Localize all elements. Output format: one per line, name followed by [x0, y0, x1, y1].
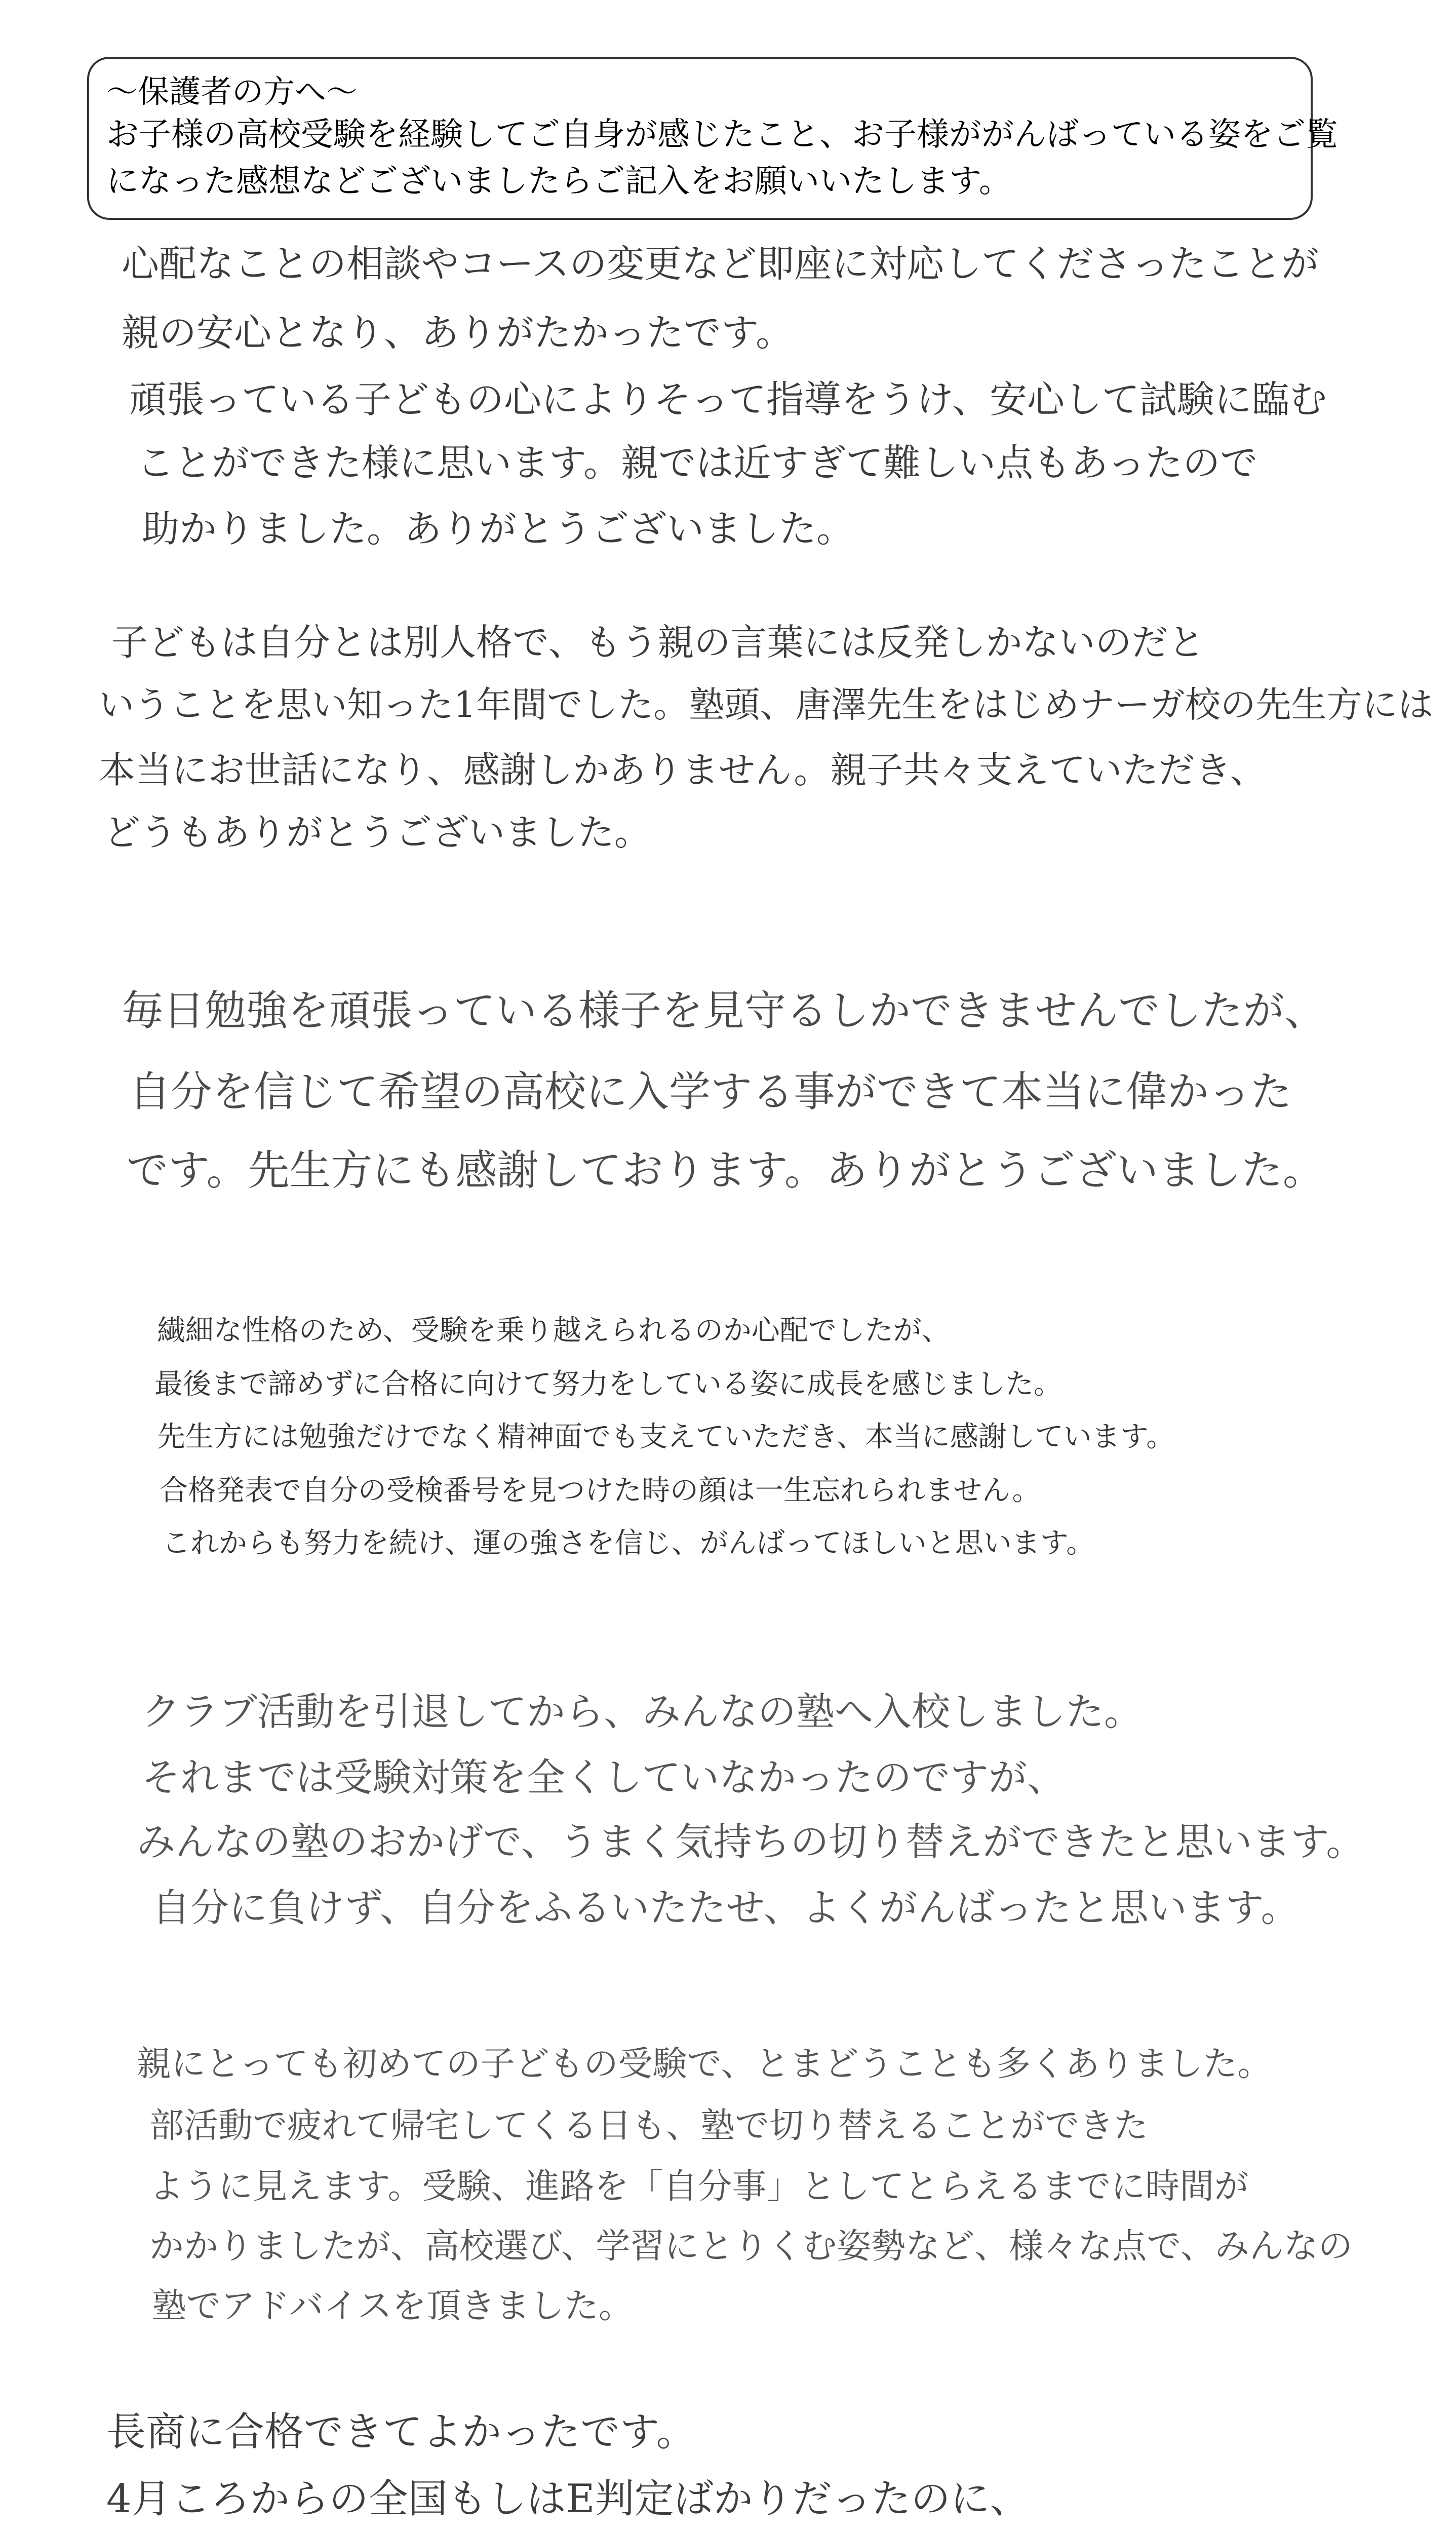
comment-line: 先生方には勉強だけでなく精神面でも支えていただき、本当に感謝しています。 — [157, 1421, 1175, 1453]
comment-line: 合格発表で自分の受検番号を見つけた時の顔は一生忘れられません。 — [160, 1474, 1041, 1507]
comment-line: これからも努力を続け、運の強さを信じ、がんばってほしいと思います。 — [162, 1527, 1095, 1560]
comment-line: 最後まで諦めずに合格に向けて努力をしている姿に成長を感じました。 — [154, 1368, 1062, 1401]
instruction-line-2: になった感想などございましたらご記入をお願いいたします。 — [106, 163, 1011, 200]
comment-line: 子どもは自分とは別人格で、もう親の言葉には反発しかないのだと — [111, 621, 1205, 664]
comment-line: いうことを思い知った1年間でした。塾頭、唐澤先生をはじめナーガ校の先生方には — [99, 684, 1433, 725]
comment-line: 親にとっても初めての子どもの受験で、とまどうことも多くありました。 — [137, 2044, 1272, 2084]
comment-line: かかりましたが、高校選び、学習にとりくむ姿勢など、様々な点で、みんなの — [149, 2227, 1353, 2267]
comment-line: 部活動で疲れて帰宅してくる日も、塾で切り替えることができた — [149, 2106, 1149, 2146]
comment-line: 自分に負けず、自分をふるいたたせ、よくがんばったと思います。 — [152, 1885, 1300, 1930]
comment-line: 繊細な性格のため、受験を乗り越えられるのか心配でしたが、 — [157, 1314, 950, 1347]
comment-line: 頑張っている子どもの心によりそって指導をうけ、安心して試験に臨む — [129, 378, 1327, 421]
comment-line: 助かりました。ありがとうございました。 — [142, 507, 854, 551]
comment-line: それまでは受験対策を全くしていなかったのですが、 — [142, 1755, 1066, 1800]
comment-line: 毎日勉強を頑張っている様子を見守るしかできませんでしたが、 — [122, 987, 1326, 1035]
comment-line: 塾でアドバイスを頂きました。 — [152, 2286, 633, 2326]
comment-line: どうもありがとうございました。 — [104, 811, 651, 854]
comment-line: 心配なことの相談やコースの変更など即座に対応してくださったことが — [122, 242, 1319, 286]
comment-line: 4月ころからの全国もしはE判定ばかりだったのに、 — [106, 2476, 1030, 2522]
instruction-line-1: お子様の高校受験を経験してご自身が感じたこと、お子様ががんばっている姿をご覧 — [106, 116, 1338, 153]
comment-line: ことができた様に思います。親では近すぎて難しい点もあったので — [137, 441, 1258, 485]
comment-line: 自分を信じて希望の高校に入学する事ができて本当に偉かった — [129, 1068, 1292, 1116]
comment-line: みんなの塾のおかげで、うまく気持ちの切り替えができたと思います。 — [137, 1819, 1365, 1864]
comment-line: ように見えます。受験、進路を「自分事」としてとらえるまでに時間が — [149, 2167, 1249, 2207]
comment-line: 長商に合格できてよかったです。 — [106, 2409, 696, 2455]
comment-line: です。先生方にも感謝しております。ありがとうございました。 — [127, 1146, 1324, 1195]
comment-line: クラブ活動を引退してから、みんなの塾へ入校しました。 — [142, 1689, 1143, 1734]
instruction-title: ～保護者の方へ～ — [106, 73, 358, 110]
comment-line: 本当にお世話になり、感謝しかありません。親子共々支えていただき、 — [99, 749, 1267, 791]
parent-instruction-box — [87, 57, 1338, 220]
comment-line: 親の安心となり、ありがたかったです。 — [122, 311, 794, 355]
